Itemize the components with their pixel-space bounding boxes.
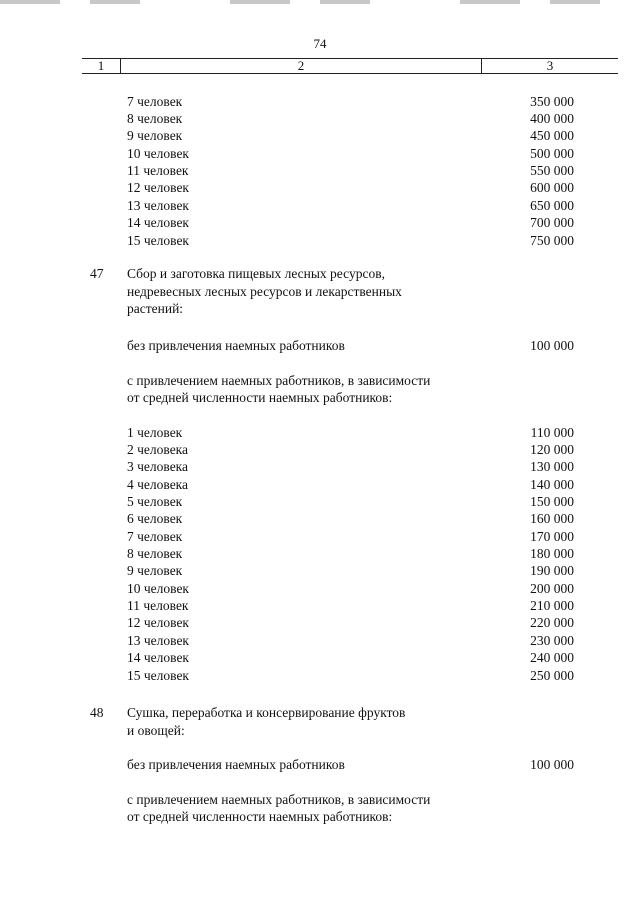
row-amount: 140 000: [530, 477, 574, 492]
row-description: 6 человек: [127, 511, 183, 526]
row-description: 7 человек: [127, 529, 183, 544]
row-amount: 200 000: [530, 581, 574, 596]
table-row: [0, 110, 640, 128]
row-description: 11 человек: [127, 598, 189, 613]
table-row: [0, 337, 640, 355]
row-amount: 100 000: [530, 338, 574, 353]
row-amount: 120 000: [530, 442, 574, 457]
row-description: 4 человека: [127, 477, 189, 492]
table-row: [0, 389, 640, 407]
table-row: [0, 93, 640, 111]
table-row: [0, 704, 640, 722]
row-amount: 110 000: [530, 425, 574, 440]
table-row: [0, 528, 640, 546]
row-description: 12 человек: [127, 615, 189, 630]
table-row: [0, 372, 640, 390]
row-amount: 550 000: [530, 163, 574, 178]
row-amount: 190 000: [530, 563, 574, 578]
row-amount: 210 000: [530, 598, 574, 613]
table-row: [0, 667, 640, 685]
row-description: растений:: [127, 301, 184, 316]
row-amount: 230 000: [530, 633, 574, 648]
table-row: [0, 232, 640, 250]
row-description: 12 человек: [127, 180, 189, 195]
row-description: с привлечением наемных работников, в зависимости: [127, 373, 431, 388]
scan-edge-artifact: [0, 0, 640, 4]
row-amount: 600 000: [530, 180, 574, 195]
row-description: 11 человек: [127, 163, 189, 178]
row-amount: 220 000: [530, 615, 574, 630]
table-row: [0, 162, 640, 180]
table-row: [0, 424, 640, 442]
row-number: 47: [90, 266, 104, 281]
page-number: 74: [313, 36, 327, 51]
row-description: и овощей:: [127, 723, 185, 738]
table-row: [0, 265, 640, 283]
table-row: [0, 632, 640, 650]
table-row: [0, 145, 640, 163]
table-row: [0, 580, 640, 598]
row-description: 13 человек: [127, 633, 189, 648]
table-row: [0, 214, 640, 232]
row-description: Сбор и заготовка пищевых лесных ресурсов,: [127, 266, 385, 281]
row-amount: 180 000: [530, 546, 574, 561]
row-description: 9 человек: [127, 563, 183, 578]
row-description: 2 человека: [127, 442, 189, 457]
row-amount: 150 000: [530, 494, 574, 509]
row-number: 48: [90, 705, 104, 720]
row-amount: 240 000: [530, 650, 574, 665]
column-header-3: 3: [482, 59, 619, 74]
row-description: 10 человек: [127, 146, 189, 161]
table-row: [0, 179, 640, 197]
row-amount: 350 000: [530, 94, 574, 109]
row-description: 8 человек: [127, 111, 183, 126]
row-description: с привлечением наемных работников, в зависимости: [127, 792, 431, 807]
column-header-2: 2: [121, 59, 482, 74]
row-description: 9 человек: [127, 128, 183, 143]
row-description: Сушка, переработка и консервирование фруктов: [127, 705, 406, 720]
table-row: [0, 127, 640, 145]
row-description: 7 человек: [127, 94, 183, 109]
row-description: недревесных лесных ресурсов и лекарственных: [127, 284, 402, 299]
row-description: 5 человек: [127, 494, 183, 509]
row-description: 15 человек: [127, 233, 189, 248]
row-amount: 100 000: [530, 757, 574, 772]
table-row: [0, 756, 640, 774]
row-description: 3 человека: [127, 459, 189, 474]
row-amount: 750 000: [530, 233, 574, 248]
table-row: [0, 791, 640, 809]
row-description: без привлечения наемных работников: [127, 757, 345, 772]
row-amount: 170 000: [530, 529, 574, 544]
table-row: [0, 562, 640, 580]
table-row: [0, 545, 640, 563]
row-amount: 500 000: [530, 146, 574, 161]
row-amount: 650 000: [530, 198, 574, 213]
table-row: [0, 458, 640, 476]
table-row: [0, 476, 640, 494]
table-row: [0, 300, 640, 318]
column-header-table: [82, 58, 618, 74]
table-row: [0, 808, 640, 826]
row-description: 14 человек: [127, 650, 189, 665]
table-row: [0, 197, 640, 215]
row-amount: 250 000: [530, 668, 574, 683]
table-row: [0, 614, 640, 632]
row-amount: 160 000: [530, 511, 574, 526]
table-row: [0, 510, 640, 528]
table-row: [0, 722, 640, 740]
table-row: [0, 493, 640, 511]
table-row: [0, 649, 640, 667]
row-description: 15 человек: [127, 668, 189, 683]
row-amount: 450 000: [530, 128, 574, 143]
row-amount: 130 000: [530, 459, 574, 474]
row-description: от средней численности наемных работников:: [127, 390, 393, 405]
row-description: без привлечения наемных работников: [127, 338, 345, 353]
table-row: [0, 441, 640, 459]
row-amount: 400 000: [530, 111, 574, 126]
row-description: 10 человек: [127, 581, 189, 596]
row-amount: 700 000: [530, 215, 574, 230]
row-description: 1 человек: [127, 425, 183, 440]
row-description: 13 человек: [127, 198, 189, 213]
table-row: [0, 597, 640, 615]
row-description: 14 человек: [127, 215, 189, 230]
column-header-1: 1: [82, 59, 121, 74]
row-description: от средней численности наемных работников:: [127, 809, 393, 824]
row-description: 8 человек: [127, 546, 183, 561]
table-row: [0, 283, 640, 301]
